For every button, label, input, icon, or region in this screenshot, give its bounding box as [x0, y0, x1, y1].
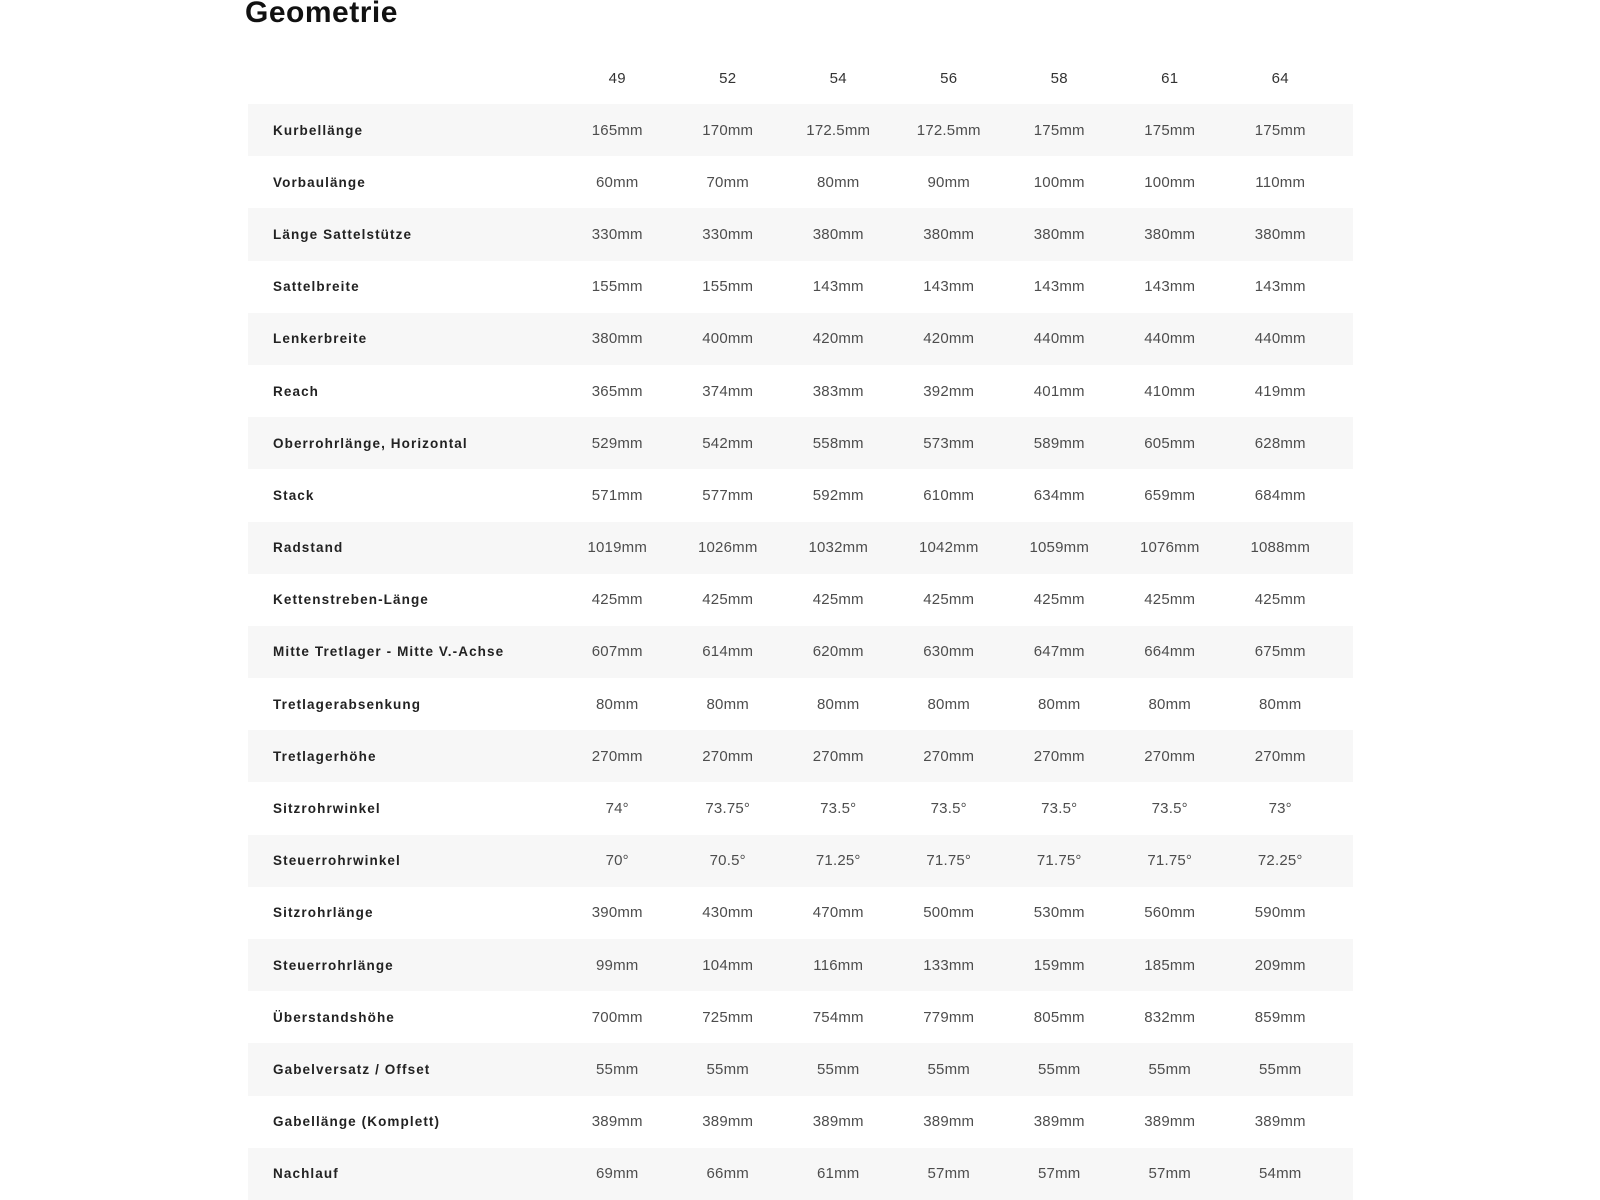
row-label: Sitzrohrwinkel [273, 801, 381, 817]
geometry-value: 589mm [1033, 434, 1085, 452]
geometry-value: 389mm [702, 1113, 754, 1131]
geometry-value: 1019mm [587, 539, 648, 557]
geometry-value: 430mm [702, 904, 754, 922]
geometry-value: 380mm [923, 225, 975, 243]
row-label: Lenkerbreite [273, 331, 368, 347]
geometry-value: 330mm [591, 225, 643, 243]
geometry-value: 71.75° [926, 852, 972, 870]
geometry-table-body [248, 104, 1353, 1200]
geometry-value: 57mm [1148, 1165, 1191, 1183]
geometry-value: 659mm [1144, 486, 1196, 504]
table-row [248, 313, 1353, 365]
geometry-value: 700mm [591, 1008, 643, 1026]
geometry-value: 155mm [702, 278, 754, 296]
geometry-value: 571mm [591, 486, 643, 504]
row-label: Nachlauf [273, 1166, 339, 1182]
geometry-value: 143mm [1033, 278, 1085, 296]
geometry-value: 380mm [1254, 225, 1306, 243]
geometry-value: 172.5mm [806, 121, 871, 139]
table-row [248, 1148, 1353, 1200]
geometry-value: 590mm [1254, 904, 1306, 922]
geometry-value: 420mm [923, 330, 975, 348]
geometry-value: 725mm [702, 1008, 754, 1026]
geometry-value: 270mm [591, 747, 643, 765]
geometry-value: 73.75° [705, 800, 751, 818]
geometry-value: 530mm [1033, 904, 1085, 922]
row-label: Tretlagerhöhe [273, 748, 377, 764]
row-label: Reach [273, 383, 320, 399]
geometry-value: 380mm [812, 225, 864, 243]
geometry-value: 270mm [812, 747, 864, 765]
table-row [248, 208, 1353, 260]
geometry-value: 185mm [1144, 956, 1196, 974]
geometry-value: 500mm [923, 904, 975, 922]
geometry-value: 70° [605, 852, 629, 870]
geometry-value: 410mm [1144, 382, 1196, 400]
geometry-value: 90mm [927, 173, 970, 191]
geometry-value: 859mm [1254, 1008, 1306, 1026]
geometry-value: 57mm [1038, 1165, 1081, 1183]
geometry-value: 605mm [1144, 434, 1196, 452]
geometry-value: 383mm [812, 382, 864, 400]
geometry-value: 155mm [591, 278, 643, 296]
geometry-value: 80mm [1148, 695, 1191, 713]
geometry-value: 1026mm [697, 539, 758, 557]
geometry-value: 401mm [1033, 382, 1085, 400]
geometry-value: 70.5° [709, 852, 746, 870]
geometry-value: 754mm [812, 1008, 864, 1026]
geometry-value: 71.25° [815, 852, 861, 870]
geometry-value: 470mm [812, 904, 864, 922]
geometry-value: 440mm [1144, 330, 1196, 348]
size-header-row [248, 52, 1353, 104]
size-column-header: 49 [608, 69, 626, 87]
geometry-value: 74° [605, 800, 629, 818]
geometry-value: 805mm [1033, 1008, 1085, 1026]
size-column-header: 61 [1161, 69, 1179, 87]
table-row [248, 678, 1353, 730]
geometry-value: 634mm [1033, 486, 1085, 504]
table-row [248, 261, 1353, 313]
geometry-value: 270mm [1033, 747, 1085, 765]
geometry-value: 684mm [1254, 486, 1306, 504]
geometry-value: 628mm [1254, 434, 1306, 452]
geometry-value: 73.5° [930, 800, 967, 818]
geometry-value: 389mm [591, 1113, 643, 1131]
geometry-value: 143mm [812, 278, 864, 296]
geometry-value: 270mm [702, 747, 754, 765]
geometry-value: 170mm [702, 121, 754, 139]
row-label: Steuerrohrlänge [273, 957, 394, 973]
geometry-value: 390mm [591, 904, 643, 922]
geometry-value: 80mm [706, 695, 749, 713]
geometry-value: 69mm [596, 1165, 639, 1183]
geometry-value: 175mm [1033, 121, 1085, 139]
geometry-value: 71.75° [1147, 852, 1193, 870]
geometry-value: 542mm [702, 434, 754, 452]
geometry-value: 1076mm [1139, 539, 1200, 557]
geometry-value: 440mm [1033, 330, 1085, 348]
table-row [248, 469, 1353, 521]
geometry-value: 1042mm [918, 539, 979, 557]
row-label: Steuerrohrwinkel [273, 853, 401, 869]
geometry-value: 779mm [923, 1008, 975, 1026]
row-label: Gabellänge (Komplett) [273, 1114, 441, 1130]
geometry-value: 60mm [596, 173, 639, 191]
table-row [248, 156, 1353, 208]
geometry-value: 143mm [923, 278, 975, 296]
geometry-value: 172.5mm [916, 121, 981, 139]
geometry-value: 832mm [1144, 1008, 1196, 1026]
table-row [248, 991, 1353, 1043]
row-label: Überstandshöhe [273, 1009, 395, 1025]
row-label: Kurbellänge [273, 122, 364, 138]
geometry-value: 110mm [1255, 173, 1306, 191]
geometry-value: 55mm [1148, 1060, 1191, 1078]
geometry-value: 389mm [1254, 1113, 1306, 1131]
geometry-value: 54mm [1259, 1165, 1302, 1183]
geometry-value: 72.25° [1257, 852, 1303, 870]
geometry-value: 392mm [923, 382, 975, 400]
geometry-value: 425mm [923, 591, 975, 609]
geometry-value: 420mm [812, 330, 864, 348]
row-label: Sattelbreite [273, 279, 360, 295]
geometry-value: 607mm [591, 643, 643, 661]
size-column-header: 56 [940, 69, 958, 87]
geometry-value: 1059mm [1029, 539, 1090, 557]
geometry-value: 630mm [923, 643, 975, 661]
geometry-value: 425mm [1144, 591, 1196, 609]
geometry-value: 558mm [812, 434, 864, 452]
row-label: Mitte Tretlager - Mitte V.-Achse [273, 644, 505, 660]
geometry-value: 70mm [706, 173, 749, 191]
geometry-value: 675mm [1254, 643, 1306, 661]
geometry-value: 620mm [812, 643, 864, 661]
geometry-value: 104mm [702, 956, 754, 974]
table-row [248, 1043, 1353, 1095]
geometry-value: 1032mm [808, 539, 869, 557]
row-label: Vorbaulänge [273, 174, 366, 190]
geometry-value: 100mm [1033, 173, 1085, 191]
geometry-value: 425mm [1033, 591, 1085, 609]
table-row [248, 626, 1353, 678]
geometry-value: 380mm [1144, 225, 1196, 243]
table-row [248, 574, 1353, 626]
geometry-value: 425mm [1254, 591, 1306, 609]
geometry-value: 159mm [1033, 956, 1085, 974]
geometry-value: 209mm [1254, 956, 1306, 974]
row-label: Gabelversatz / Offset [273, 1061, 431, 1077]
row-label: Kettenstreben-Länge [273, 592, 429, 608]
geometry-value: 55mm [1038, 1060, 1081, 1078]
geometry-value: 270mm [1254, 747, 1306, 765]
geometry-value: 80mm [927, 695, 970, 713]
geometry-value: 165mm [591, 121, 643, 139]
geometry-value: 175mm [1254, 121, 1306, 139]
geometry-value: 71.75° [1036, 852, 1082, 870]
table-row [248, 104, 1353, 156]
geometry-value: 380mm [591, 330, 643, 348]
geometry-table [248, 52, 1353, 1200]
row-label: Länge Sattelstütze [273, 226, 413, 242]
geometry-value: 80mm [817, 173, 860, 191]
geometry-value: 389mm [1144, 1113, 1196, 1131]
geometry-value: 365mm [591, 382, 643, 400]
geometry-value: 374mm [702, 382, 754, 400]
geometry-value: 529mm [591, 434, 643, 452]
geometry-value: 57mm [927, 1165, 970, 1183]
row-label: Stack [273, 487, 315, 503]
geometry-value: 66mm [706, 1165, 749, 1183]
geometry-value: 73.5° [820, 800, 857, 818]
geometry-value: 80mm [1038, 695, 1081, 713]
geometry-value: 389mm [812, 1113, 864, 1131]
table-row [248, 417, 1353, 469]
page-title: Geometrie [245, 0, 398, 29]
size-column-header: 64 [1271, 69, 1289, 87]
geometry-value: 61mm [817, 1165, 860, 1183]
geometry-value: 573mm [923, 434, 975, 452]
size-column-header: 54 [829, 69, 847, 87]
table-row [248, 939, 1353, 991]
table-row [248, 365, 1353, 417]
geometry-value: 389mm [923, 1113, 975, 1131]
geometry-value: 419mm [1254, 382, 1306, 400]
table-row [248, 522, 1353, 574]
geometry-value: 560mm [1144, 904, 1196, 922]
geometry-value: 1088mm [1250, 539, 1311, 557]
geometry-value: 330mm [702, 225, 754, 243]
geometry-value: 440mm [1254, 330, 1306, 348]
geometry-value: 73° [1268, 800, 1292, 818]
geometry-value: 73.5° [1041, 800, 1078, 818]
geometry-value: 400mm [702, 330, 754, 348]
geometry-value: 143mm [1254, 278, 1306, 296]
table-row [248, 1096, 1353, 1148]
geometry-value: 55mm [1259, 1060, 1302, 1078]
table-row [248, 782, 1353, 834]
geometry-value: 99mm [596, 956, 639, 974]
geometry-value: 380mm [1033, 225, 1085, 243]
geometry-value: 610mm [923, 486, 975, 504]
geometry-value: 55mm [927, 1060, 970, 1078]
row-label: Radstand [273, 540, 344, 556]
geometry-value: 116mm [813, 956, 864, 974]
geometry-value: 270mm [1144, 747, 1196, 765]
size-column-header: 52 [719, 69, 737, 87]
geometry-value: 55mm [817, 1060, 860, 1078]
geometry-value: 100mm [1144, 173, 1196, 191]
table-row [248, 730, 1353, 782]
table-row [248, 887, 1353, 939]
geometry-value: 647mm [1033, 643, 1085, 661]
geometry-value: 80mm [596, 695, 639, 713]
geometry-value: 577mm [702, 486, 754, 504]
geometry-value: 143mm [1144, 278, 1196, 296]
geometry-value: 55mm [706, 1060, 749, 1078]
row-label: Tretlagerabsenkung [273, 696, 422, 712]
geometry-value: 55mm [596, 1060, 639, 1078]
table-row [248, 835, 1353, 887]
geometry-value: 80mm [817, 695, 860, 713]
geometry-value: 425mm [702, 591, 754, 609]
size-column-header: 58 [1050, 69, 1068, 87]
geometry-value: 389mm [1033, 1113, 1085, 1131]
geometry-value: 80mm [1259, 695, 1302, 713]
geometry-value: 425mm [591, 591, 643, 609]
geometry-value: 175mm [1144, 121, 1196, 139]
geometry-value: 270mm [923, 747, 975, 765]
geometry-value: 425mm [812, 591, 864, 609]
row-label: Oberrohrlänge, Horizontal [273, 435, 468, 451]
geometry-value: 133mm [923, 956, 975, 974]
geometry-value: 592mm [812, 486, 864, 504]
row-label: Sitzrohrlänge [273, 905, 374, 921]
geometry-value: 73.5° [1151, 800, 1188, 818]
geometry-value: 614mm [702, 643, 754, 661]
geometry-value: 664mm [1144, 643, 1196, 661]
